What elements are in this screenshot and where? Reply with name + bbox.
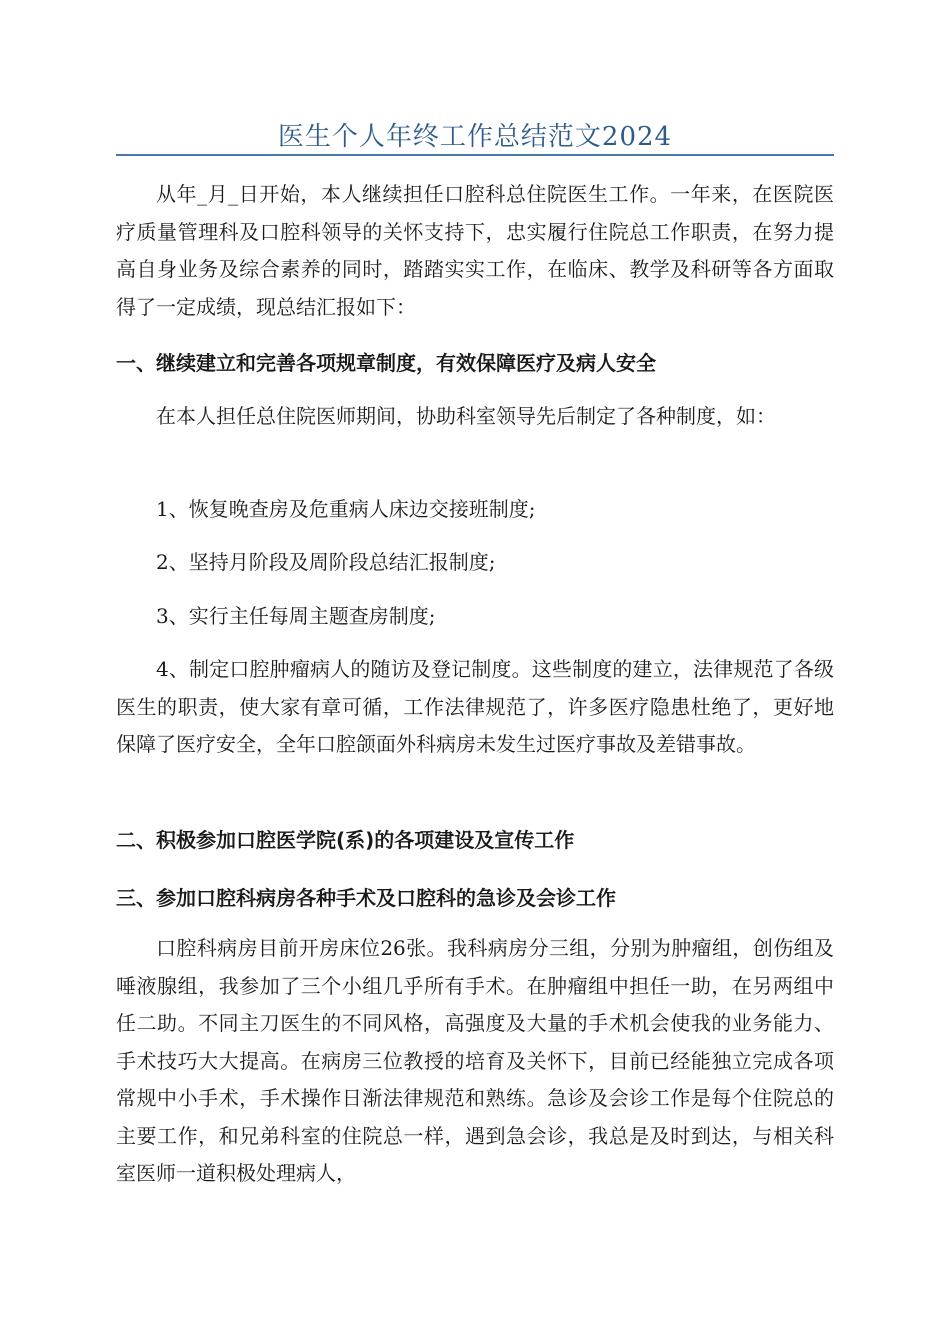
document-title: 医生个人年终工作总结范文2024	[277, 122, 673, 152]
section-3-heading: 三、参加口腔科病房各种手术及口腔科的急诊及会诊工作	[116, 886, 616, 910]
intro-paragraph: 从年_月_日开始，本人继续担任口腔科总住院医生工作。一年来，在医院医疗质量管理科及口腔科领导的关怀支持下，忠实履行住院总工作职责，在努力提高自身业务及综合素养的同时，踏踏实实工作，在临床、教学及科研等各方面取得了一定成绩，现总结汇报如下：	[116, 182, 834, 319]
list-item-2: 2、坚持月阶段及周阶段总结汇报制度;	[156, 550, 496, 574]
section-1-heading: 一、继续建立和完善各项规章制度，有效保障医疗及病人安全	[116, 351, 656, 375]
section-1-paragraph: 在本人担任总住院医师期间，协助科室领导先后制定了各种制度，如：	[156, 404, 776, 428]
list-item-3: 3、实行主任每周主题查房制度;	[156, 604, 436, 628]
title-underline	[116, 154, 834, 156]
list-item-1: 1、恢复晚查房及危重病人床边交接班制度;	[156, 497, 536, 521]
list-item-4: 4、制定口腔肿瘤病人的随访及登记制度。这些制度的建立，法律规范了各级医生的职责，使大家有章可循，工作法律规范了，许多医疗隐患杜绝了，更好地保障了医疗安全，全年口腔颌面外科病房未发生过医疗事故及差错事故。	[116, 657, 834, 756]
section-3-paragraph: 口腔科病房目前开房床位26张。我科病房分三组，分别为肿瘤组，创伤组及唾液腺组，我参加了三个小组几乎所有手术。在肿瘤组中担任一助，在另两组中任二助。不同主刀医生的不同风格，高强度及大量的手术机会使我的业务能力、手术技巧大大提高。在病房三位教授的培育及关怀下，目前已经能独立完成各项常规中小手术，手术操作日渐法律规范和熟练。急诊及会诊工作是每个住院总的主要工作，和兄弟科室的住院总一样，遇到急会诊，我总是及时到达，与相关科室医师一道积极处理病人，	[116, 936, 834, 1185]
section-2-heading: 二、积极参加口腔医学院(系)的各项建设及宣传工作	[116, 828, 575, 852]
